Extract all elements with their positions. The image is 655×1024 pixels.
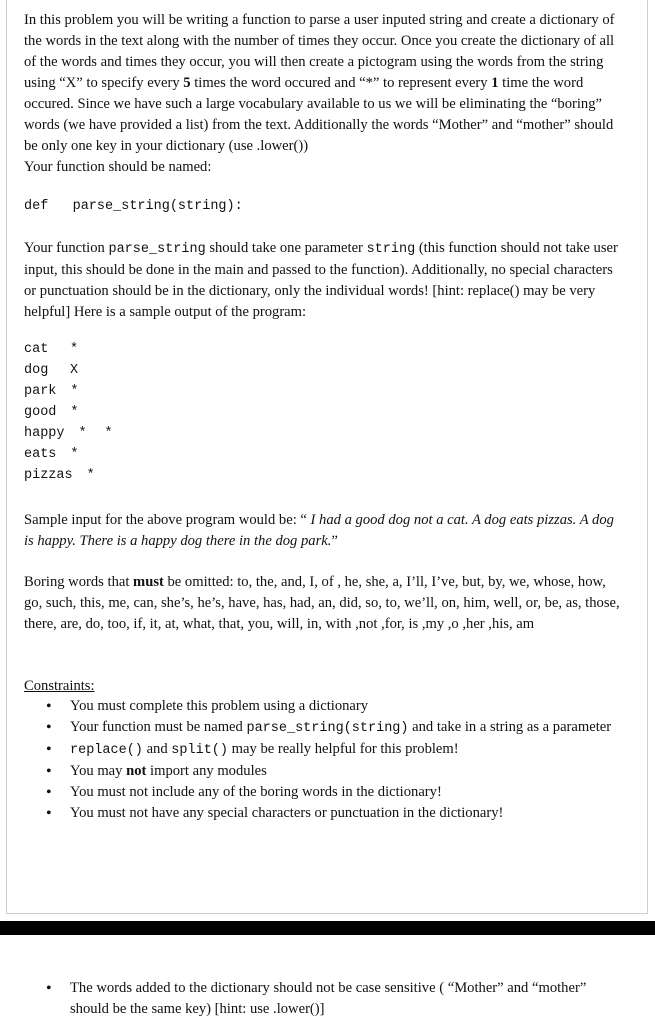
constraint-item [24, 803, 624, 824]
boring-bold-must: must [133, 574, 164, 590]
pictogram-row [24, 384, 79, 405]
code-parse-string: parse_string [108, 242, 206, 257]
pictogram-row [24, 468, 95, 489]
pictogram-star-symbol: * [70, 342, 79, 357]
separator-bar [0, 921, 655, 935]
function-signature: def parse_string(string): [24, 199, 243, 214]
pictogram-row [24, 426, 113, 447]
constraints-heading: Constraints: [24, 678, 95, 694]
parameter-paragraph [24, 238, 624, 323]
intro-text-3: time the word occured. Since we have such a large vocabulary available to us we will be eliminating the “boring” words (we have provided a list) from the text. Additionally the words “Mother” and “mother” should be only one key in your dictionary (use .lower()) [24, 75, 614, 154]
code-string: string [366, 242, 416, 257]
sample-input-text: I had a good dog not a cat. A dog eats pizzas. A dog is happy. There is a happy dog there in the dog park. [24, 512, 614, 549]
code-parse-string-signature: parse_string(string) [246, 721, 409, 736]
pictogram-star-symbol: * [70, 405, 79, 420]
boring-text-1: Boring words that [24, 574, 134, 590]
pictogram-word: eats [24, 447, 57, 462]
param-text-2: should take one parameter [205, 240, 367, 256]
pictogram-star-symbol: * [86, 468, 95, 483]
pictogram-word: dog [24, 363, 49, 378]
pictogram-row [24, 447, 79, 468]
sample-input-paragraph [24, 510, 624, 552]
boring-words-list: be omitted: to, the, and, I, of , he, she, a, I’ll, I’ve, but, by, we, whose, how, go, such, this, me, can, she’s, he’s, have, has, had, an, did, so, to, we’ll, on, him, well, or, be, as, those, there, are, do, too, if, it, at, what, that, you, will, in, with ,not ,for, is ,my ,o ,her ,his, am [24, 574, 620, 632]
pictogram-word: cat [24, 342, 49, 357]
constraint-text: You may [70, 763, 127, 779]
constraint-text: may be really helpful for this problem! [228, 741, 459, 757]
intro-text-1: In this problem you will be writing a function to parse a user inputed string and create a dictionary of the words in the text along with the number of times they occur. Once you create the dictionary of all of the words and times they occur, you will then create a pictogram using the words from the string using “X” to specify every [24, 12, 615, 91]
pictogram-x-symbol: X [70, 363, 79, 378]
intro-paragraph [24, 10, 624, 178]
constraint-item [24, 761, 624, 782]
constraint-text: and [142, 741, 172, 757]
constraint-text: import any modules [146, 763, 267, 779]
pictogram-star-symbol: * [104, 426, 113, 441]
pictogram-star-symbol: * [70, 384, 79, 399]
constraint-item [24, 782, 624, 803]
named-line: Your function should be named: [24, 159, 212, 175]
constraint-item [24, 717, 624, 739]
intro-bold-one: 1 [491, 75, 499, 91]
pictogram-row [24, 363, 79, 384]
pictogram-star-symbol: * [78, 426, 87, 441]
param-text-1: Your function [24, 240, 109, 256]
code-replace: replace() [70, 743, 143, 758]
constraint-text: You must not include any of the boring words in the dictionary! [70, 784, 442, 800]
pictogram-star-symbol: * [70, 447, 79, 462]
constraint-text: You must not have any special characters or punctuation in the dictionary! [70, 805, 504, 821]
code-split: split() [171, 743, 229, 758]
pictogram-word: happy [24, 426, 65, 441]
intro-bold-five: 5 [183, 75, 191, 91]
sample-label: Sample input for the above program would be: “ [24, 512, 311, 528]
constraints-list [24, 696, 624, 824]
pictogram-row [24, 405, 79, 426]
boring-words-paragraph [24, 572, 624, 635]
intro-text-2: times the word occured and “*” to represent every [190, 75, 492, 91]
constraint-text: and take in a string as a parameter [408, 719, 612, 735]
constraint-item [24, 696, 624, 717]
sample-close-quote: ” [331, 533, 338, 549]
constraint-text: You must complete this problem using a dictionary [70, 698, 369, 714]
pictogram-word: park [24, 384, 57, 399]
pictogram-word: pizzas [24, 468, 73, 483]
pictogram-row [24, 342, 79, 363]
constraint-text: Your function must be named [70, 719, 247, 735]
param-text-3: (this function should not take user input, this should be done in the main and passed to the function). Additionally, no special characters or punctuation should be in the dictionary, only the individual words! [hint: replace() may be very helpful] Here is a sample output of the program: [24, 240, 618, 320]
case-insensitive-constraint: • The words added to the dictionary should not be case sensitive ( “Mother” and “mother” should be the same key) [hint: use .lower()] [24, 978, 624, 1020]
constraint-item [24, 739, 624, 761]
constraint-bold-not: not [126, 763, 147, 779]
pictogram-word: good [24, 405, 57, 420]
